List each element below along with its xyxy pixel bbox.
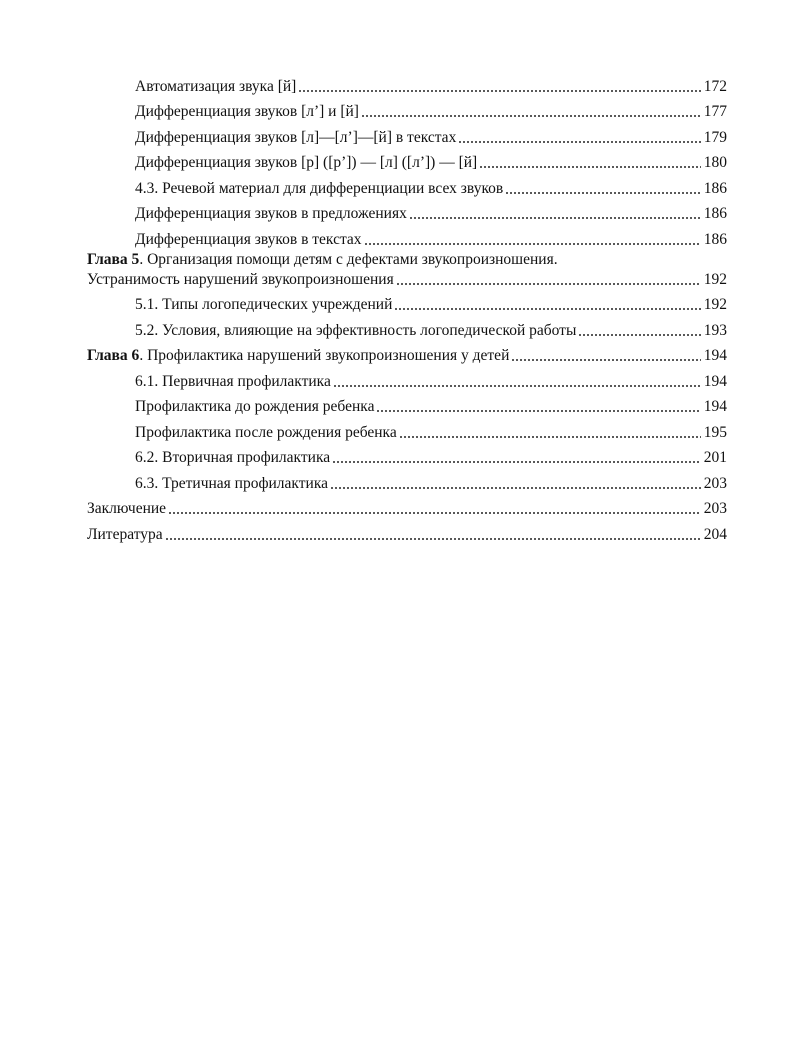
dot-leader [165, 538, 701, 540]
toc-entry-page: 203 [703, 474, 727, 492]
toc-entry-page: 194 [703, 347, 727, 364]
toc-entry-page: 180 [703, 154, 727, 171]
toc-entry-title: Литература [87, 525, 163, 543]
dot-leader [298, 90, 701, 92]
dot-leader [409, 217, 701, 219]
toc-entry-page: 194 [703, 398, 727, 415]
toc-entry-title: Профилактика после рождения ребенка [135, 423, 397, 441]
toc-literature[interactable] [87, 518, 727, 544]
toc-entry[interactable] [87, 289, 727, 315]
dot-leader [505, 192, 701, 194]
toc-chapter-5-line2[interactable] [87, 269, 727, 289]
toc-entry[interactable] [87, 314, 727, 340]
toc-entry[interactable] [87, 70, 727, 96]
toc-entry-title: Профилактика до рождения ребенка [135, 398, 375, 415]
toc-entry[interactable] [87, 223, 727, 249]
toc-chapter-6[interactable] [87, 340, 727, 366]
dot-leader [361, 115, 701, 117]
toc-entry-title: Дифференциация звуков в текстах [135, 230, 362, 248]
toc-entry[interactable] [87, 198, 727, 224]
chapter-label: Глава 5 [87, 250, 140, 268]
toc-entry-title: Заключение [87, 500, 167, 517]
toc-entry-page: 172 [703, 77, 727, 95]
toc-entry[interactable] [87, 147, 727, 173]
dot-leader [578, 334, 701, 336]
toc-entry-page: 192 [703, 296, 727, 313]
dot-leader [396, 283, 701, 285]
dot-leader [511, 359, 701, 361]
toc-entry-page: 195 [703, 423, 727, 441]
toc-entry-page: 186 [703, 179, 727, 197]
toc-entry[interactable] [87, 96, 727, 122]
toc-entry[interactable] [87, 442, 727, 468]
toc-entry-page: 186 [703, 230, 727, 248]
chapter-title-part: . Организация помощи детям с дефектами звукопроизношения. [139, 250, 558, 268]
toc-entry-page: 186 [703, 205, 727, 222]
toc-chapter-title [87, 346, 509, 365]
chapter-title-part: . Профилактика нарушений звукопроизношения у детей [139, 347, 510, 364]
toc-entry-title: Автоматизация звука [й] [135, 77, 297, 95]
toc-entry-page: 201 [703, 449, 727, 466]
dot-leader [399, 436, 701, 438]
toc-entry-title: 6.2. Вторичная профилактика [135, 449, 331, 466]
toc-entry-title: Дифференциация звуков [р] ([р’]) — [л] ([л’]) — [й] [135, 154, 478, 171]
dot-leader [376, 410, 701, 412]
dot-leader [332, 461, 701, 463]
toc-chapter-5-line1[interactable] [87, 249, 727, 269]
toc-entry-page: 177 [703, 103, 727, 120]
toc-entry-title: 5.1. Типы логопедических учреждений [135, 296, 393, 313]
toc-entry-page: 194 [703, 372, 727, 390]
toc-entry[interactable] [87, 467, 727, 493]
toc-entry-page: 193 [703, 321, 727, 339]
toc-entry-page: 204 [703, 525, 727, 543]
toc-entry-page: 179 [703, 128, 727, 146]
dot-leader [458, 141, 701, 143]
toc-chapter-title [87, 250, 558, 269]
dot-leader [168, 512, 701, 514]
dot-leader [330, 487, 701, 489]
toc-entry[interactable] [87, 416, 727, 442]
dot-leader [333, 385, 701, 387]
toc-entry[interactable] [87, 365, 727, 391]
toc-entry-title: 6.3. Третичная профилактика [135, 474, 328, 492]
toc-entry[interactable] [87, 391, 727, 417]
chapter-label: Глава 6 [87, 347, 140, 364]
chapter-title-continued: Устранимость нарушений звукопроизношения [87, 270, 394, 288]
table-of-contents [87, 70, 727, 544]
toc-entry[interactable] [87, 121, 727, 147]
dot-leader [394, 308, 701, 310]
toc-entry-title: Дифференциация звуков [л]—[л’]—[й] в текстах [135, 128, 457, 146]
toc-entry-page: 203 [703, 500, 727, 517]
toc-entry-title: 5.2. Условия, влияющие на эффективность логопедической работы [135, 321, 577, 339]
dot-leader [479, 166, 701, 168]
toc-entry-title: 4.3. Речевой материал для дифференциации всех звуков [135, 179, 504, 197]
toc-entry-title: Дифференциация звуков [л’] и [й] [135, 103, 359, 120]
toc-conclusion[interactable] [87, 493, 727, 519]
dot-leader [364, 243, 701, 245]
toc-entry-page: 192 [703, 270, 727, 288]
toc-entry-title: Дифференциация звуков в предложениях [135, 205, 407, 222]
toc-entry[interactable] [87, 172, 727, 198]
toc-entry-title: 6.1. Первичная профилактика [135, 372, 331, 390]
